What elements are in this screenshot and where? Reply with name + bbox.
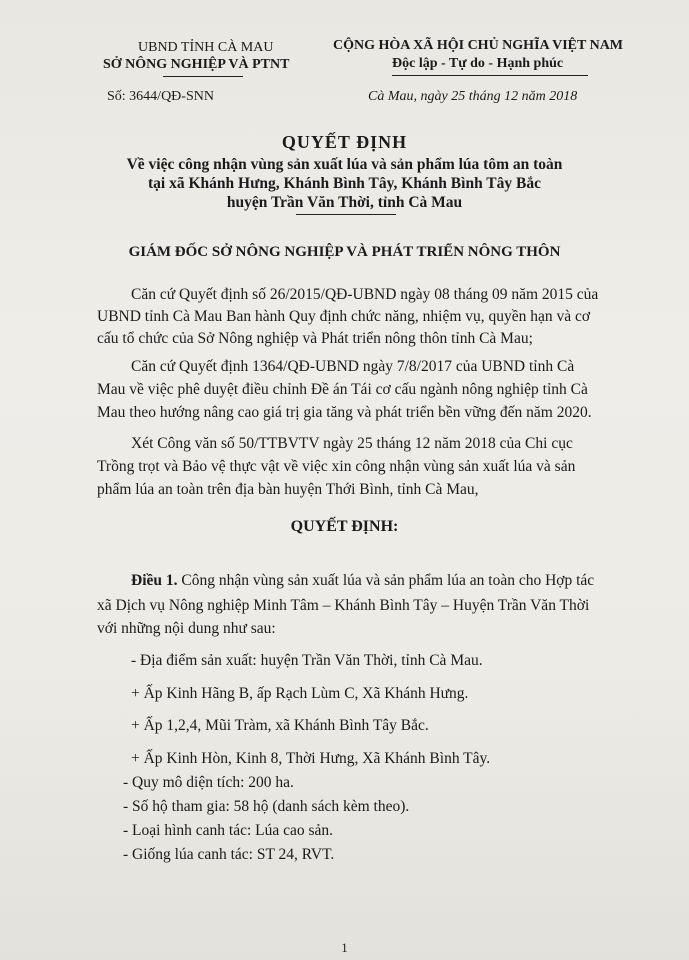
place-and-date: Cà Mau, ngày 25 tháng 12 năm 2018 xyxy=(368,89,578,104)
title-subject-line-1: Về việc công nhận vùng sản xuất lúa và sản phẩm lúa tôm an toàn xyxy=(126,156,563,173)
list-item: - Giống lúa canh tác: ST 24, RVT. xyxy=(123,846,335,863)
basis-2-line-2: Mau về việc phê duyệt điều chỉnh Đề án Tái cơ cấu ngành nông nghiệp tỉnh Cà xyxy=(97,381,588,398)
basis-3-line-3: phẩm lúa an toàn trên địa bàn huyện Thới Bình, tỉnh Cà Mau, xyxy=(97,481,479,498)
basis-3-line-2: Trồng trọt và Bảo vệ thực vật về việc xin công nhận vùng sản xuất lúa và sản xyxy=(97,458,576,475)
title-underline xyxy=(296,214,396,215)
motto-underline xyxy=(392,75,588,76)
national-title: CỘNG HÒA XÃ HỘI CHỦ NGHĨA VIỆT NAM xyxy=(333,38,624,53)
agency-name: SỞ NÔNG NGHIỆP VÀ PTNT xyxy=(103,57,290,72)
list-item: - Loại hình canh tác: Lúa cao sản. xyxy=(123,822,334,839)
article-1-line-1 xyxy=(131,572,594,590)
national-motto: Độc lập - Tự do - Hạnh phúc xyxy=(392,56,564,71)
basis-2-line-1: Căn cứ Quyết định 1364/QĐ-UBND ngày 7/8/2017 của UBND tỉnh Cà xyxy=(131,358,575,375)
article-1-label: Điều 1. xyxy=(131,572,178,589)
decision-heading: QUYẾT ĐỊNH: xyxy=(290,518,399,535)
basis-1-line-2: UBND tỉnh Cà Mau Ban hành Quy định chức năng, nhiệm vụ, quyền hạn và cơ xyxy=(97,308,591,325)
article-1-text: Công nhận vùng sản xuất lúa và sản phẩm lúa an toàn cho Hợp tác xyxy=(177,572,595,589)
basis-1-line-3: cấu tổ chức của Sở Nông nghiệp và Phát triển nông thôn tỉnh Cà Mau; xyxy=(97,330,533,347)
title-subject-line-3: huyện Trần Văn Thời, tỉnh Cà Mau xyxy=(226,194,463,211)
list-item: - Số hộ tham gia: 58 hộ (danh sách kèm theo). xyxy=(123,798,410,815)
list-item: + Ấp Kinh Hòn, Kinh 8, Thời Hưng, Xã Khánh Bình Tây. xyxy=(131,750,491,767)
title-subject-line-2: tại xã Khánh Hưng, Khánh Bình Tây, Khánh Bình Tây Bắc xyxy=(148,175,541,192)
document-title: QUYẾT ĐỊNH xyxy=(281,132,408,152)
list-item: + Ấp 1,2,4, Mũi Tràm, xã Khánh Bình Tây Bắc. xyxy=(131,717,429,734)
basis-3-line-1: Xét Công văn số 50/TTBVTV ngày 25 tháng 12 năm 2018 của Chi cục xyxy=(131,435,573,452)
basis-2-line-3: Mau theo hướng nâng cao giá trị gia tăng và phát triển bền vững đến năm 2020. xyxy=(97,404,592,421)
agency-underline xyxy=(163,76,243,77)
document-number: Số: 3644/QĐ-SNN xyxy=(107,89,214,104)
issuer-heading: GIÁM ĐỐC SỞ NÔNG NGHIỆP VÀ PHÁT TRIỂN NÔNG THÔN xyxy=(128,244,561,260)
article-1-line-2: xã Dịch vụ Nông nghiệp Minh Tâm – Khánh Bình Tây – Huyện Trần Văn Thời xyxy=(97,597,590,614)
page-number: 1 xyxy=(341,940,348,955)
list-item: - Quy mô diện tích: 200 ha. xyxy=(123,774,294,791)
basis-1-line-1: Căn cứ Quyết định số 26/2015/QĐ-UBND ngày 08 tháng 09 năm 2015 của xyxy=(131,286,599,303)
article-1-line-3: với những nội dung như sau: xyxy=(97,620,276,637)
agency-parent: UBND TỈNH CÀ MAU xyxy=(138,40,274,55)
list-item: - Địa điểm sản xuất: huyện Trần Văn Thời, tỉnh Cà Mau. xyxy=(131,652,483,669)
list-item: + Ấp Kinh Hãng B, ấp Rạch Lùm C, Xã Khánh Hưng. xyxy=(131,685,469,702)
